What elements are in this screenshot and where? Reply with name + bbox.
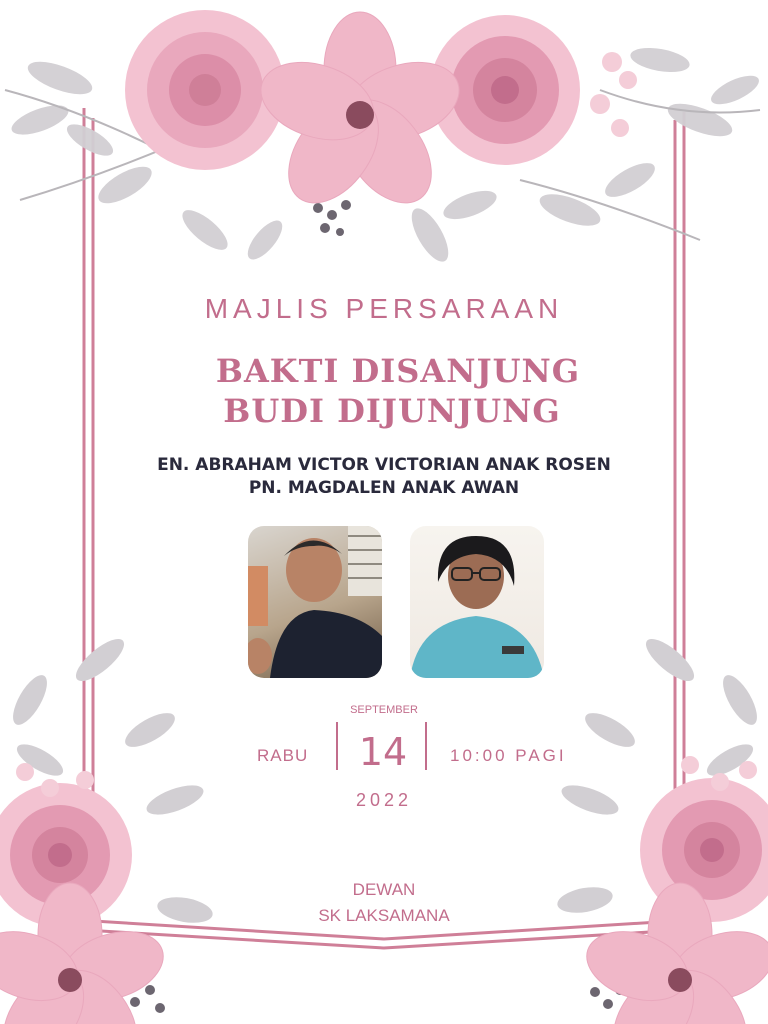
divider-right (425, 722, 427, 770)
event-day-number: 14 (358, 730, 408, 774)
honoree-photo-2 (410, 526, 544, 678)
venue-line-1: DEWAN (352, 880, 416, 899)
event-title: MAJLIS PERSARAAN (204, 293, 564, 324)
honoree-photo-1 (248, 526, 382, 678)
headline-line-1: BAKTI DISANJUNG (215, 352, 581, 390)
honoree-name-2: PN. MAGDALEN ANAK AWAN (248, 478, 520, 498)
honoree-name-1: EN. ABRAHAM VICTOR VICTORIAN ANAK ROSEN (157, 455, 611, 475)
headline-line-2: BUDI DIJUNJUNG (223, 392, 561, 430)
date-time-row (0, 722, 768, 772)
event-day-name: RABU (257, 746, 309, 765)
divider-left (336, 722, 338, 770)
event-month: SEPTEMBER (350, 704, 418, 716)
venue-line-2: SK LAKSAMANA (318, 906, 450, 925)
event-time: 10:00 PAGI (450, 746, 567, 765)
event-year: 2022 (355, 790, 413, 810)
